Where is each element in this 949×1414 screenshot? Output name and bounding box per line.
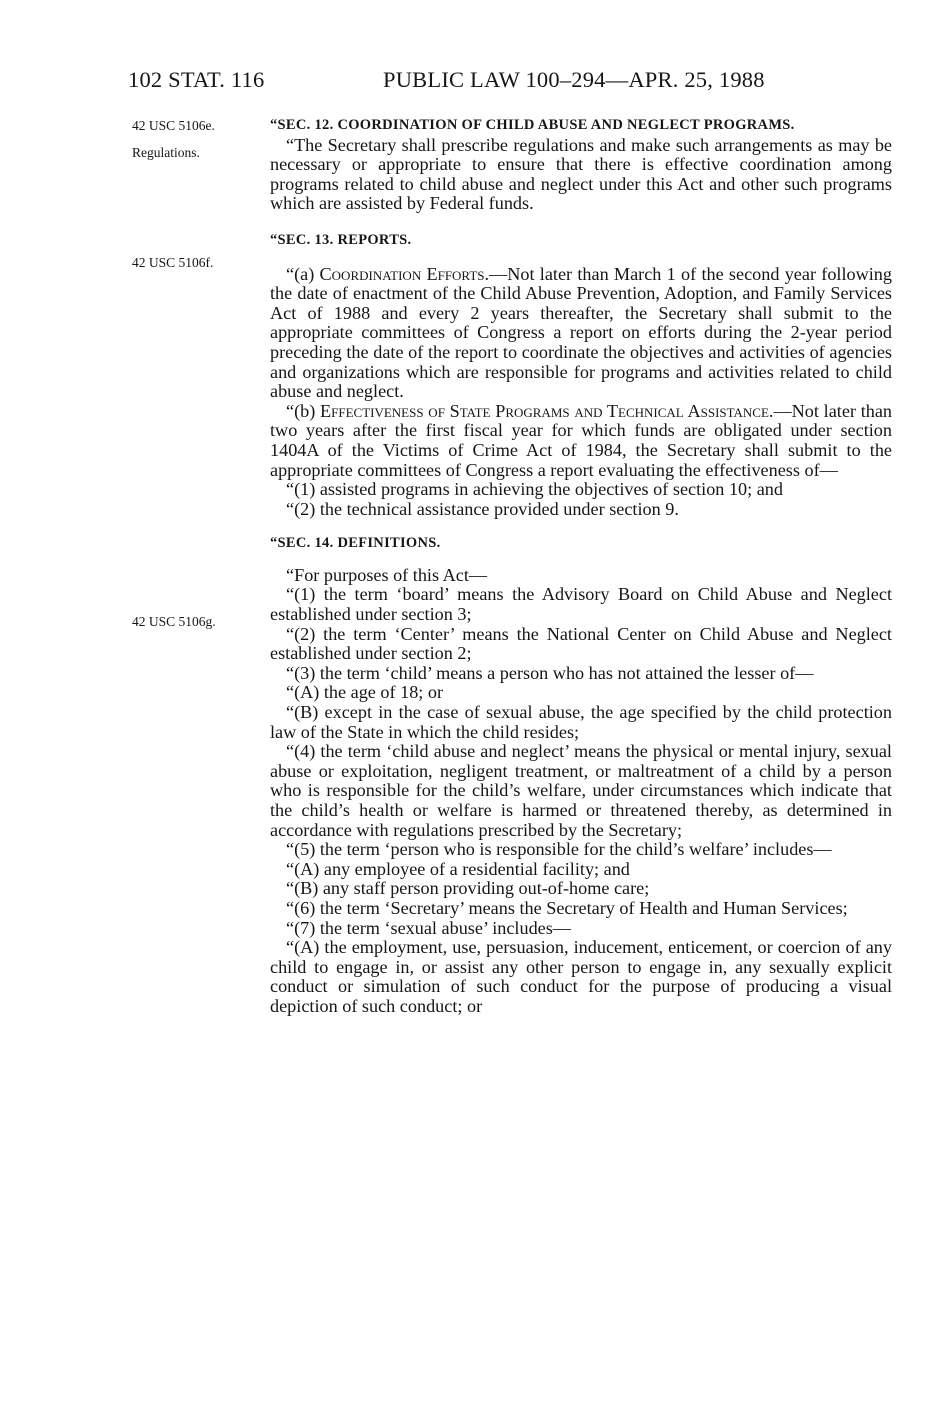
definition-7a: “(A) the employment, use, persuasion, inducement, enticement, or coercion of any child to engage in, or assist any other person to engage in, any sexually explicit conduct or simulation of such conduct for the purpose of producing a visual depiction of such conduct; or <box>270 937 892 1016</box>
spacer <box>270 214 892 231</box>
section-12-text: “The Secretary shall prescribe regulations and make such arrangements as may be necessary or appropriate to ensure that there is effective coordination among programs related to child abuse and neglect under this Act and other such programs which are assisted by Federal funds. <box>270 134 892 214</box>
page-header <box>128 62 888 98</box>
subsection-13a-title: Coordination Efforts <box>319 263 485 284</box>
law-title: PUBLIC LAW 100–294—APR. 25, 1988 <box>383 67 765 92</box>
stat-page-number: 102 STAT. 116 <box>128 67 265 92</box>
subsection-13a <box>270 265 892 402</box>
section-14-heading: “SEC. 14. DEFINITIONS. <box>270 535 441 552</box>
subsection-13b <box>270 402 892 480</box>
section-13-heading: “SEC. 13. REPORTS. <box>270 231 412 248</box>
margin-note-usc-5106g: 42 USC 5106g. <box>132 614 216 629</box>
margin-note-regulations: Regulations. <box>132 145 200 160</box>
definition-3a: “(A) the age of 18; or <box>286 682 444 703</box>
subsection-13b-paragraph-2: “(2) the technical assistance provided under section 9. <box>286 498 679 519</box>
spacer <box>270 251 892 265</box>
subsection-13b-text: .—Not later than two years after the first fiscal year for which funds are obligated under section 1404A of the Victims of Crime Act of 1984, the Secretary shall submit to the appropriate committees of Congress a report evaluating the effectiveness of— <box>270 400 893 480</box>
definition-3-child: “(3) the term ‘child’ means a person who has not attained the lesser of— <box>286 662 814 683</box>
definition-4-child-abuse-and-neglect: “(4) the term ‘child abuse and neglect’ means the physical or mental injury, sexual abuse or exploitation, negligent treatment, or maltreatment of a child by a person who is responsible for the child’s welfare, under circumstances which indicate that the child’s health or welfare is harmed or threatened thereby, as determined in accordance with regulations prescribed by the Secretary; <box>270 741 892 840</box>
subsection-13b-paragraph-1: “(1) assisted programs in achieving the objectives of section 10; and <box>286 479 783 500</box>
definition-3b: “(B) except in the case of sexual abuse, the age specified by the child protection law of the State in which the child resides; <box>270 702 892 742</box>
spacer <box>270 519 892 534</box>
margin-note-usc-5106e: 42 USC 5106e. <box>132 118 215 133</box>
definition-5b: “(B) any staff person providing out-of-home care; <box>286 878 650 899</box>
definition-1-board: “(1) the term ‘board’ means the Advisory Board on Child Abuse and Neglect established under section 3; <box>270 584 892 625</box>
subsection-13a-prefix: “(a) <box>286 263 320 284</box>
section-12-heading: “SEC. 12. COORDINATION OF CHILD ABUSE AND NEGLECT PROGRAMS. <box>270 117 795 133</box>
definition-7-sexual-abuse: “(7) the term ‘sexual abuse’ includes— <box>286 917 571 938</box>
statute-body <box>270 116 892 1017</box>
definition-2-center: “(2) the term ‘Center’ means the National Center on Child Abuse and Neglect established under section 2; <box>270 623 892 664</box>
margin-note-usc-5106f: 42 USC 5106f. <box>132 255 214 270</box>
definition-5-person-responsible: “(5) the term ‘person who is responsible for the child’s welfare’ includes— <box>286 839 832 860</box>
definition-6-secretary: “(6) the term ‘Secretary’ means the Secretary of Health and Human Services; <box>286 897 848 918</box>
subsection-13a-text: .—Not later than March 1 of the second year following the date of enactment of the Child Abuse Prevention, Adoption, and Family Services Act of 1988 and every 2 years thereafter, the Secretary shall submit to the appropriate committees of Congress a report on efforts during the 2-year period preceding the date of the report to coordinate the objectives and activities of agencies and organizations which are responsible for programs and activities related to child abuse and neglect. <box>270 263 892 402</box>
section-14-intro: “For purposes of this Act— <box>286 564 488 585</box>
subsection-13b-prefix: “(b) <box>286 400 321 421</box>
definition-5a: “(A) any employee of a residential facility; and <box>286 858 630 879</box>
subsection-13b-title: Effectiveness of State Programs and Technical Assistance <box>320 400 769 421</box>
